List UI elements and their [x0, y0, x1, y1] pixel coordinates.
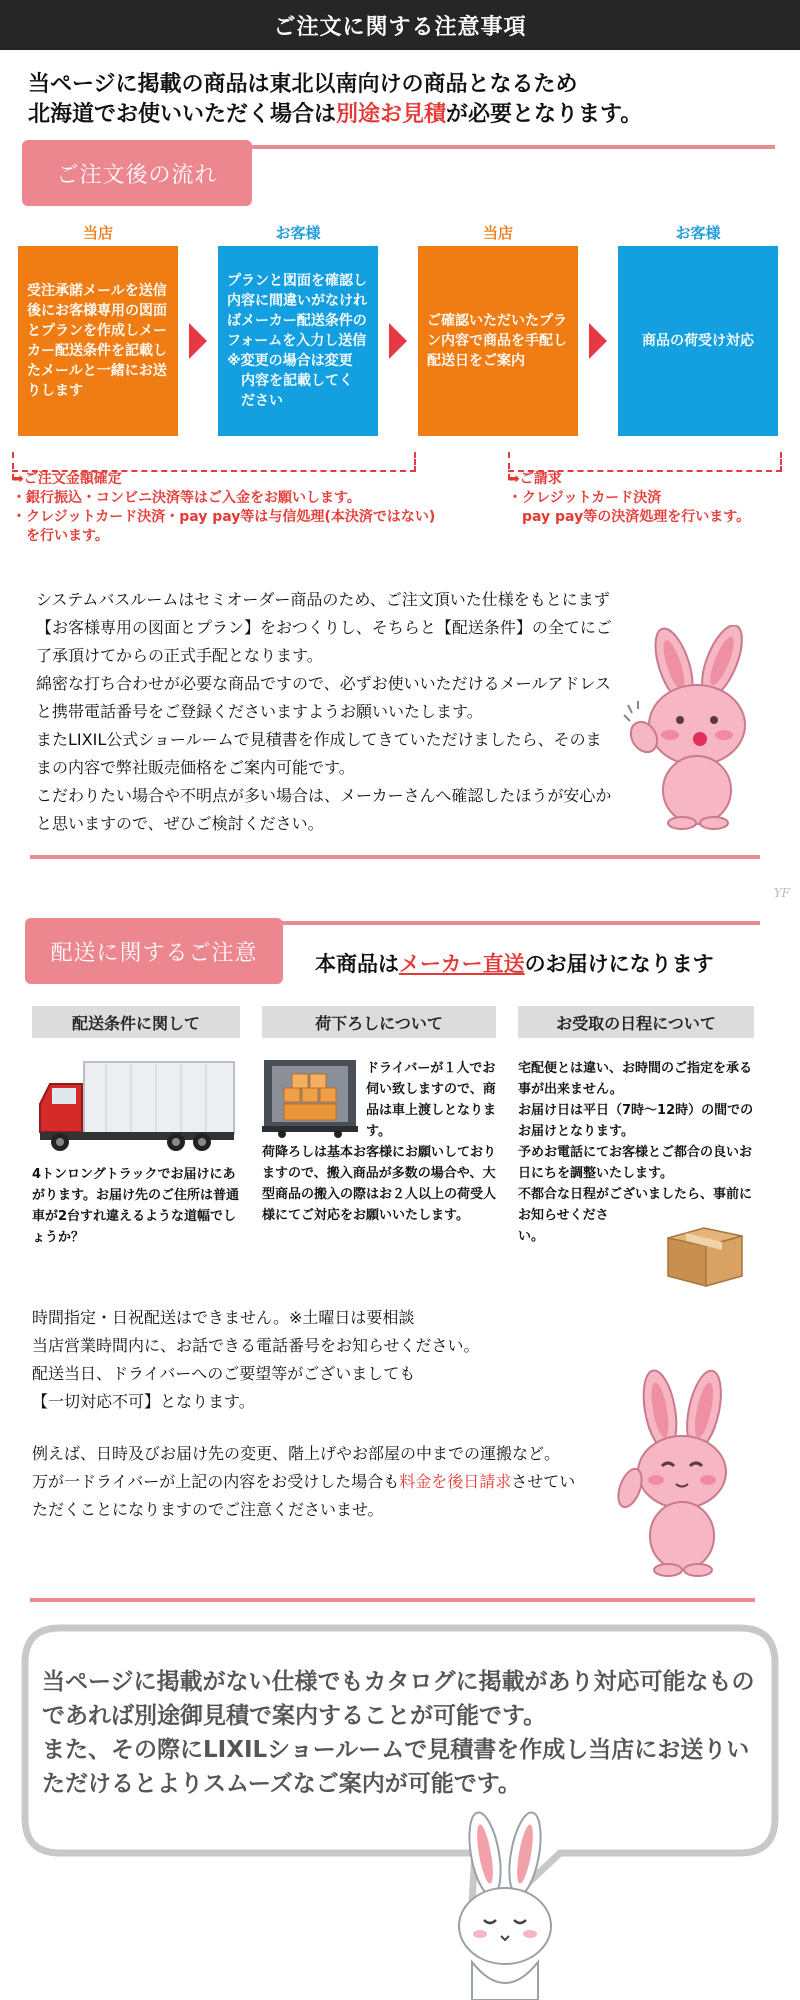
step-3-actor: 当店 [482, 224, 513, 242]
delivery-notice-2-text: 例えば、日時及びお届け先の変更、階上げやお部屋の中までの運搬など。 万が一ドライバーが上記の内容をお受けした場合も [32, 1444, 561, 1491]
flow-section-title: ご注文後の流れ [56, 162, 218, 188]
arrow-right-icon [189, 323, 207, 359]
flow-step-2 [218, 246, 378, 436]
intro-highlight: 別途お見積 [336, 102, 447, 127]
intro-line-1: 当ページに掲載の商品は東北以南向けの商品となるため [28, 72, 578, 97]
rabbit-waving-icon [622, 625, 772, 830]
step-4-actor: お客様 [675, 224, 721, 242]
flow-step-2-text: プランと図面を確認し内容に間違いがなければメーカー配送条件のフォームを入力し送信 ※変更の場合は変更 内容を記載してく ださい [227, 273, 367, 409]
arrow-right-icon [589, 323, 607, 359]
flow-step-4-text: 商品の荷受け対応 [642, 333, 754, 349]
signature: YF [773, 886, 790, 900]
truck-icon [36, 1058, 236, 1153]
unloading-text-top: ドライバーが１人でお伺い致しますので、商品は車上渡しとなります。 [366, 1061, 497, 1139]
delivery-notice-2 [32, 1440, 577, 1524]
delivery-section-title: 配送に関するご注意 [50, 940, 258, 966]
rabbit-white-icon [440, 1808, 570, 2000]
section-label-flow [22, 140, 252, 206]
section-divider [30, 1598, 755, 1602]
step-2-actor: お客様 [275, 224, 321, 242]
payment-note-right: ➡ご請求 ・クレジットカード決済 pay pay等の決済処理を行います。 [508, 471, 751, 525]
bubble-text: 当ページに掲載がない仕様でもカタログに掲載があり対応可能なものであれば別途御見積で案内することが可能です。 また、その際にLIXILショールームで見積書を作成し当店にお送りいただけるとよりスムーズなご案内が可能です。 [42, 1669, 755, 1797]
system-note: システムバスルームはセミオーダー商品のため、ご注文頂いた仕様をもとにまず【お客様専用の図面とプラン】をおつくりし、そちらと【配送条件】の全てにご了承頂けてからの正式手配となります。 綿密な打ち合わせが必要な商品ですので、必ずお使いいただけるメールアドレスと携帯電話番号をご登録くださいますようお願いいたします。 またLIXIL公式ショールームで見積書を作成してきていただけましたら、そのままの内容で弊社販売価格をご案内可能です。 こだわりたい場合や不明点が多い場合は、メーカーさんへ確認したほうが安心かと思いますので、ぜひご検討ください。 [36, 590, 612, 833]
flow-step-3-text: ご確認いただいたプラン内容で商品を手配し配送日をご案内 [427, 313, 567, 369]
page-title: ご注文に関する注意事項 [273, 14, 527, 40]
flow-step-4 [618, 246, 778, 436]
section-divider [30, 855, 760, 859]
unloading-text-bottom: 荷降ろしは基本お客様にお願いしておりますので、搬入商品が多数の場合や、大型商品の搬入の際はお２人以上の荷受人様にてご対応をお願いいたします。 [262, 1145, 497, 1223]
dashed-connector [12, 452, 416, 472]
conditions-text: 4トンロングトラックでお届けにあがります。お届け先のご住所は普通車が2台すれ違えるような道幅でしょうか？ [32, 1167, 239, 1245]
cardboard-box-icon [664, 1222, 746, 1288]
page-header [0, 0, 800, 50]
flow-step-3 [418, 246, 578, 436]
delivery-notice-2-end: させていただくことになりますのでご注意くださいませ。 [32, 1472, 576, 1519]
col-head-unloading: 荷下ろしについて [262, 1006, 496, 1038]
dashed-connector [508, 452, 782, 472]
intro-line-2 [28, 100, 788, 130]
intro-line-2-end: が必要となります。 [446, 102, 643, 127]
delivery-headline [315, 948, 714, 978]
section-divider [260, 921, 760, 925]
delivery-headline-highlight: メーカー直送 [399, 952, 525, 976]
col-head-schedule: お受取の日程について [518, 1006, 754, 1038]
delivery-notice-1: 時間指定・日祝配送はできません。※土曜日は要相談 当店営業時間内に、お話できる電話番号をお知らせください。 配送当日、ドライバーへのご要望等がございましても 【一切対応不可】となります。 [32, 1308, 480, 1411]
delivery-headline-end: のお届けになります [524, 952, 714, 976]
delivery-headline-text: 本商品は [315, 952, 399, 976]
flow-step-1-text: 受注承諾メールを送信後にお客様専用の図面とプランを作成しメーカー配送条件を記載したメールと一緒にお送りします [27, 283, 167, 399]
truck-cargo-icon [262, 1058, 358, 1138]
step-1-actor: 当店 [82, 224, 113, 242]
arrow-right-icon [389, 323, 407, 359]
rabbit-pointing-icon [612, 1368, 752, 1578]
flow-step-1 [18, 246, 178, 436]
payment-note-left: ➡ご注文金額確定 ・銀行振込・コンビニ決済等はご入金をお願いします。 ・クレジットカード決済・pay pay等は与信処理(本決済ではない) を行います。 [12, 471, 436, 544]
intro-line-2-text: 北海道でお使いいただく場合は [28, 102, 337, 127]
delivery-notice-highlight: 料金を後日請求 [399, 1472, 512, 1491]
col-head-conditions: 配送条件に関して [32, 1006, 240, 1038]
section-label-delivery [25, 918, 283, 984]
schedule-text: 宅配便とは違い、お時間のご指定を承る事が出来ません。 お届け日は平日（7時〜12時）の間でのお届けとなります。 予めお電話にてお客様とご都合の良いお日にちを調整いたします。 不都合な日程がございましたら、事前にお知らせくださ い。 [518, 1061, 754, 1244]
intro-notice [28, 70, 788, 130]
